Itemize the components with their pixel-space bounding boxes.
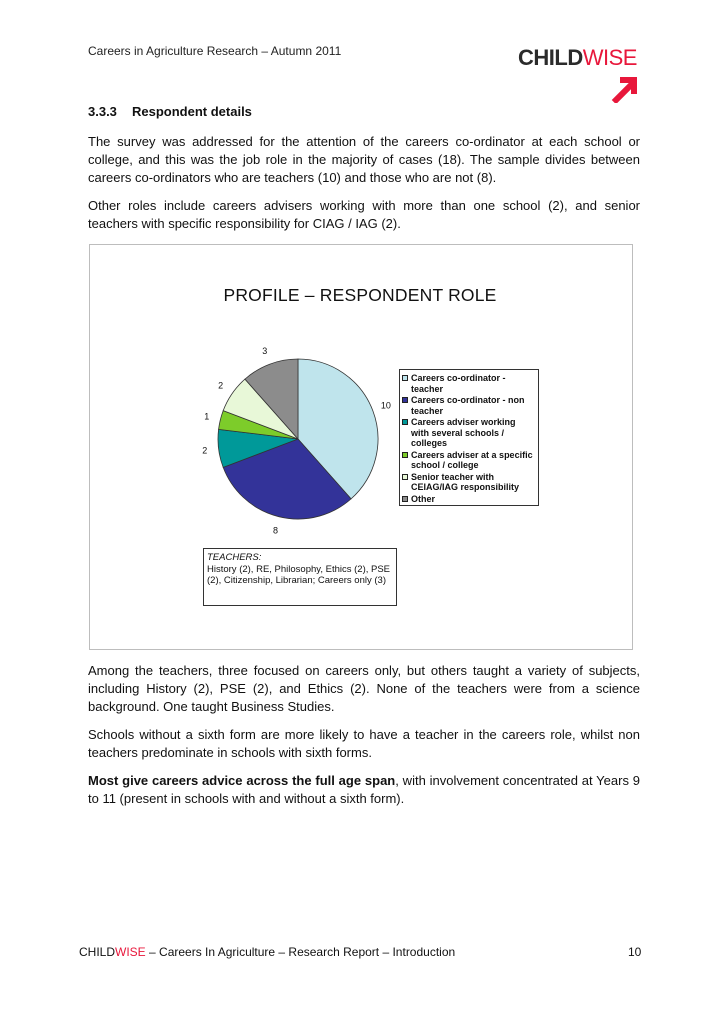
page-footer xyxy=(79,945,455,959)
footer-brand-child: CHILD xyxy=(79,945,116,959)
legend-swatch-6 xyxy=(402,496,408,502)
footer-brand-wise: WISE xyxy=(115,945,146,959)
legend-item-4 xyxy=(402,450,536,471)
running-header: Careers in Agriculture Research – Autumn 2011 xyxy=(88,44,342,58)
pie-data-label-6: 3 xyxy=(262,346,268,357)
paragraph-sixth-form: Schools without a sixth form are more likely to have a teacher in the careers role, whilst non teachers predominate in schools with sixth forms. xyxy=(88,727,640,760)
pie-data-label-2: 8 xyxy=(272,525,279,536)
arrow-up-right-icon xyxy=(610,73,640,103)
paragraph-teachers: Among the teachers, three focused on careers only, but others taught a variety of subjects, including History (2), PSE (2), and Ethics (2). None of the teachers were from a science background. One taught Business Studies. xyxy=(88,663,640,714)
childwise-logo xyxy=(518,45,640,105)
legend-item-2 xyxy=(402,395,536,416)
age-span-rest: , with involvement concentrated at Years 9 to 11 (present in schools with and without a sixth form). xyxy=(88,773,640,806)
legend-swatch-1 xyxy=(402,375,408,381)
page-number: 10 xyxy=(628,945,642,959)
legend-swatch-5 xyxy=(402,474,408,480)
legend-label-2: Careers co-ordinator - non teacher xyxy=(411,395,525,416)
legend-swatch-4 xyxy=(402,452,408,458)
section-title: Respondent details xyxy=(132,104,252,119)
teachers-annotation xyxy=(203,548,397,606)
pie-data-label-1: 10 xyxy=(380,400,391,411)
age-span-bold: Most give careers advice across the full age span xyxy=(88,773,396,788)
section-number: 3.3.3 xyxy=(88,104,117,119)
legend-label-5: Senior teacher with CEIAG/IAG responsibility xyxy=(411,471,520,492)
legend-item-6 xyxy=(402,494,536,505)
footer-text: – Careers In Agriculture – Research Report – Introduction xyxy=(145,945,456,959)
chart-legend xyxy=(399,369,539,506)
teachers-annotation-text: History (2), RE, Philosophy, Ethics (2), PSE (2), Citizenship, Librarian; Careers only (3) xyxy=(207,563,391,586)
legend-item-1 xyxy=(402,373,536,394)
logo-wise: WISE xyxy=(582,45,637,70)
pie-data-label-4: 1 xyxy=(204,411,210,422)
teachers-annotation-label: TEACHERS: xyxy=(207,552,262,563)
chart-title: PROFILE – RESPONDENT ROLE xyxy=(223,285,497,305)
section-heading xyxy=(88,104,252,119)
pie-chart-panel xyxy=(89,244,633,650)
legend-label-4: Careers adviser at a specific school / college xyxy=(411,449,533,470)
paragraph-survey: The survey was addressed for the attention of the careers co-ordinator at each school or college, and this was the job role in the majority of cases (18). The sample divides between careers co-ordinators who are teachers (10) and those who are not (8). xyxy=(88,134,640,185)
legend-item-3 xyxy=(402,417,536,449)
pie-data-label-3: 2 xyxy=(202,445,208,456)
paragraph-age-span xyxy=(88,772,640,808)
legend-item-5 xyxy=(402,472,536,493)
legend-swatch-3 xyxy=(402,419,408,425)
paragraph-other-roles: Other roles include careers advisers working with more than one school (2), and senior teachers with specific responsibility for CIAG / IAG (2). xyxy=(88,198,640,231)
legend-label-1: Careers co-ordinator - teacher xyxy=(411,373,506,394)
logo-child: CHILD xyxy=(518,45,583,70)
legend-label-3: Careers adviser working with several schools / colleges xyxy=(411,417,516,448)
pie-data-label-5: 2 xyxy=(218,380,224,391)
logo-wordmark xyxy=(518,45,637,71)
legend-swatch-2 xyxy=(402,397,408,403)
legend-label-6: Other xyxy=(411,493,436,504)
